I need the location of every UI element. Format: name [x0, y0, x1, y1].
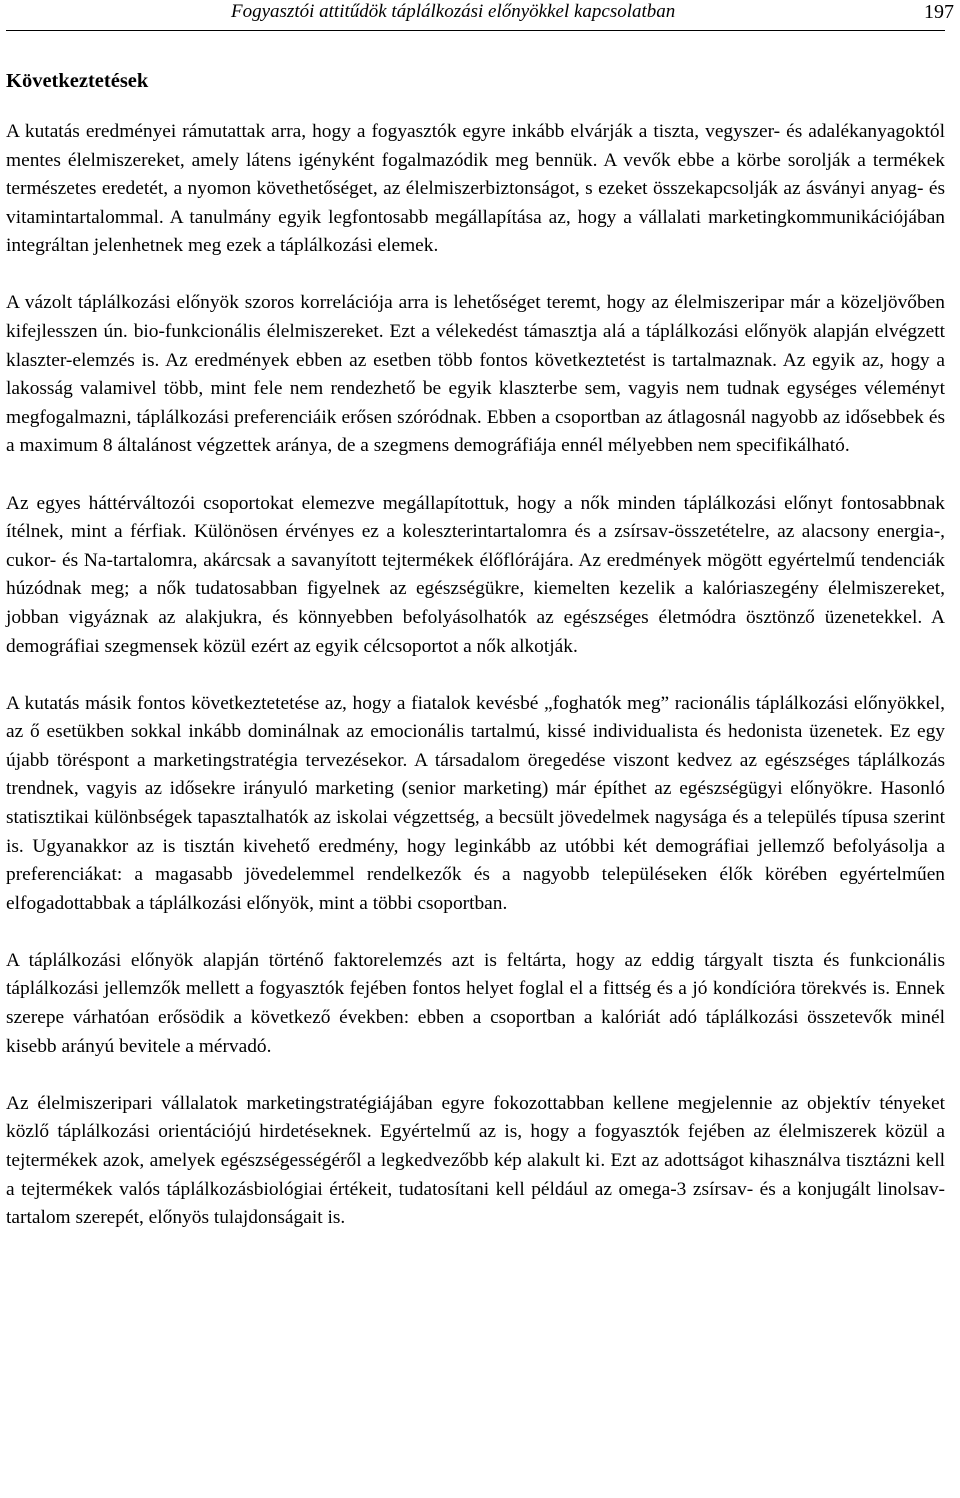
paragraph: Az élelmiszeripari vállalatok marketingstratégiájában egyre fokozottabban kellene megjelennie az objektív tényeket közlő táplálkozási orientációjú hirdetéseknek. Egyértelmű az is, hogy a fogyasztók fejében az élelmiszerek közül a tejtermékek azok, amelyek egészségességéről a legkedvezőbb kép alakult ki. Ezt az adottságot kihasználva tisztázni kell a tejtermékek valós táplálkozásbiológiai értékeit, tudatosítani kell például az omega-3 zsírsav- és a konjugált linolsav-tartalom szerepét, előnyös tulajdonságait is.: [6, 1092, 945, 1229]
paragraph: A kutatás másik fontos következtetetése az, hogy a fiatalok kevésbé „foghatók meg” racionális táplálkozási előnyökkel, az ő esetükben sokkal inkább dominálnak az emocionális tartalmú, kissé individualista és hedonista üzenetek. Ez egy újabb töréspont a marketingstratégia tervezésekor. A társadalom öregedése viszont kedvez az egészséges táplálkozás trendnek, vagyis az idősekre irányuló marketing (senior marketing) már építhet az egészségügyi előnyökre. Hasonló statisztikai különbségek tapasztalhatók az iskolai végzettség, a becsült jövedelmek nagysága és a település típusa szerint is. Ugyanakkor az is tisztán kivehető eredmény, hogy leginkább az utóbbi két demográfiai jellemző befolyásolja a preferenciákat: a magasabb jövedelemmel rendelkezők és a nagyobb településeken élők körében egyértelműen elfogadottabbak a táplálkozási előnyök, mint a többi csoportban.: [6, 692, 945, 914]
paragraph: A vázolt táplálkozási előnyök szoros korrelációja arra is lehetőséget teremt, hogy az élelmiszeripar már a közeljövőben kifejlesszen ún. bio-funkcionális élelmiszereket. Ezt a vélekedést támasztja alá a táplálkozási előnyök alapján elvégzett klaszter-elemzés is. Az eredmények ebben az esetben több fontos következtetést is tartalmaznak. Az egyik az, hogy a lakosság valamivel több, mint fele nem rendezhető be egyik klaszterbe sem, vagyis nem tudnak egységes véleményt megfogalmazni, táplálkozási preferenciáik erősen szóródnak. Ebben a csoportban az átlagosnál nagyobb az idősebbek és a maximum 8 általánost végzettek aránya, de a szegmens demográfiája ennél mélyebben nem specifikálható.: [6, 292, 945, 457]
body-text: [6, 118, 945, 1261]
running-title: Fogyasztói attitűdök táplálkozási előnyökkel kapcsolatban: [231, 1, 676, 22]
section-heading: Következtetések: [6, 70, 149, 92]
paragraph: A táplálkozási előnyök alapján történő faktorelemzés azt is feltárta, hogy az eddig tárgyalt tiszta és funkcionális táplálkozási jellemzők mellett a fogyasztók fejében fontos helyet foglal el a fittség és a jó kondícióra törekvés is. Ennek szerepe várhatóan erősödik a következő években: ebben a csoportban a kalóriát adó táplálkozási összetevők minél kisebb arányú bevitele a mérvadó.: [6, 949, 945, 1057]
page-number: 197: [924, 1, 954, 23]
paragraph: A kutatás eredményei rámutattak arra, hogy a fogyasztók egyre inkább elvárják a tiszta, vegyszer- és adalékanyagoktól mentes élelmiszereket, amely látens igényként fogalmazódik meg bennük. A vevők ebbe a körbe sorolják a termékek természetes eredetét, a nyomon követhetőséget, az élelmiszerbiztonságot, s ezeket összekapcsolják az ásványi anyag- és vitamintartalommal. A tanulmány egyik legfontosabb megállapítása az, hogy a vállalati marketingkommunikációjában integráltan jelenhetnek meg ezek a táplálkozási elemek.: [6, 121, 945, 257]
paragraph: Az egyes háttérváltozói csoportokat elemezve megállapítottuk, hogy a nők minden táplálkozási előnyt fontosabbnak ítélnek, mint a férfiak. Különösen érvényes ez a koleszterintartalomra és a zsírsav-összetételre, az alacsony energia-, cukor- és Na-tartalomra, akárcsak a savanyított tejtermékek élőflórájára. Az eredmények mögött egyértelmű tendenciák húzódnak meg; a nők tudatosabban figyelnek az egészségükre, kiemelten kezelik a kalóriaszegény élelmiszereket, jobban vigyáznak az alakjukra, és könnyebben befolyásolhatók az egészséges életmódra ösztönző üzenetekkel. A demográfiai szegmensek közül ezért az egyik célcsoportot a nők alkotják.: [6, 492, 945, 657]
running-header: [6, 0, 954, 31]
